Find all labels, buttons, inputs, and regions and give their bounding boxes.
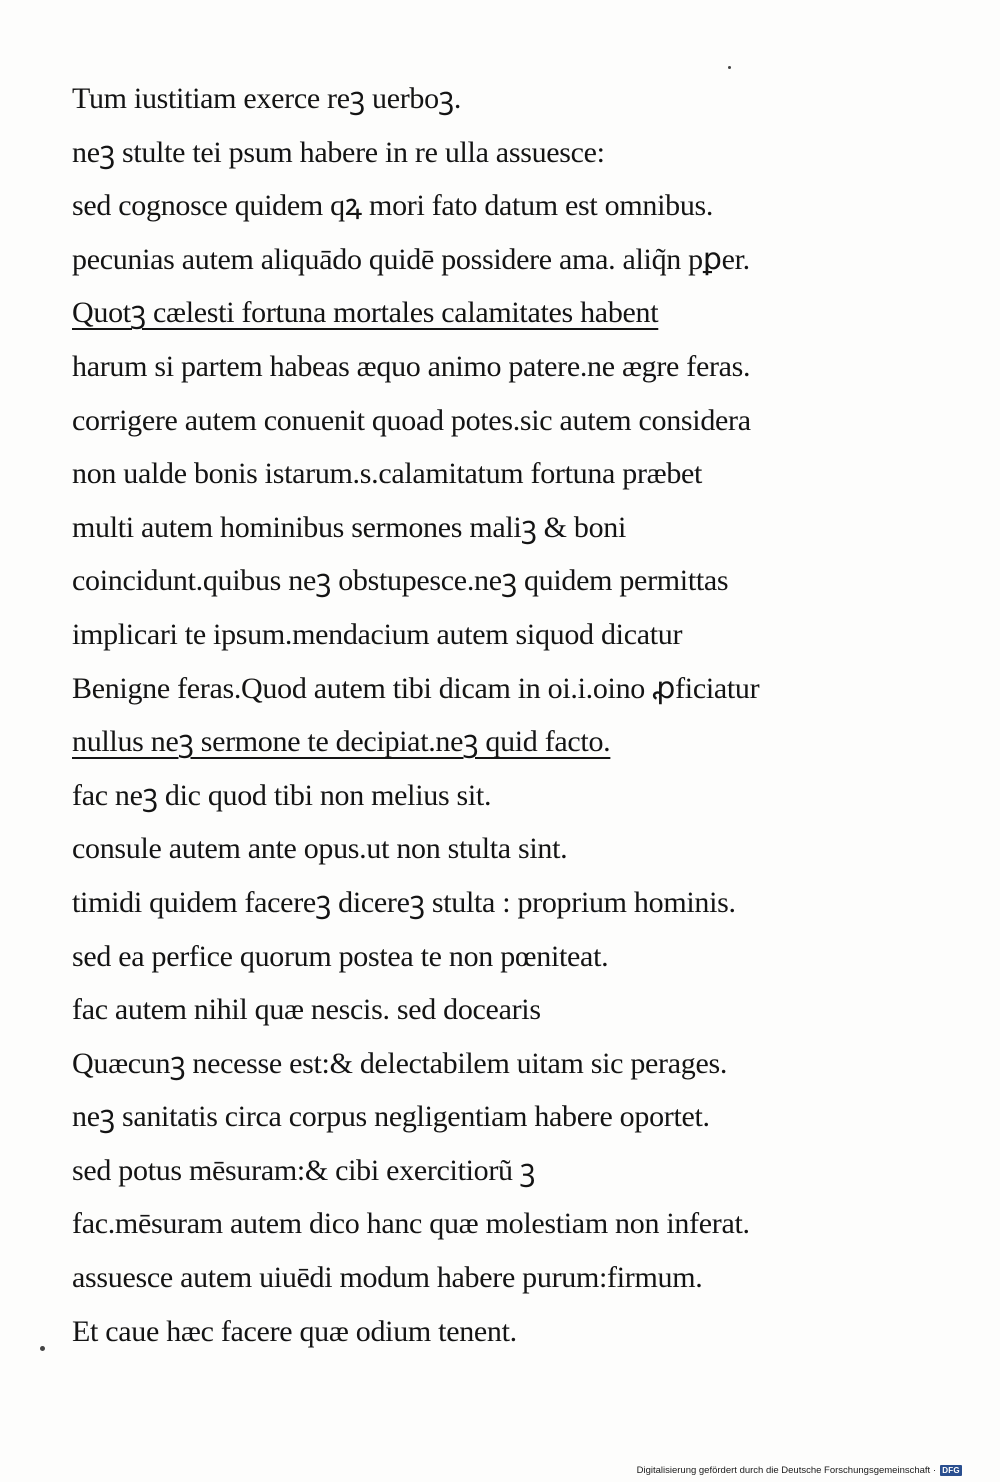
text-line: fac.mēsuram autem dico hanc quæ molestiam non inferat. bbox=[72, 1207, 750, 1241]
text-line: sed cognosce quidem qꝝ mori fato datum est omnibus. bbox=[72, 189, 714, 223]
text-line: corrigere autem conuenit quoad potes.sic autem considera bbox=[72, 403, 751, 437]
text-line: harum si partem habeas æquo animo patere.ne ægre feras. bbox=[72, 349, 751, 383]
text-line: fac autem nihil quæ nescis. sed docearis bbox=[72, 993, 541, 1027]
text-line: pecunias autem aliquādo quidē possidere ama. aliq̃n pꝑer. bbox=[72, 242, 750, 276]
text-line: Quotꝫ cælesti fortuna mortales calamitates habent bbox=[72, 296, 659, 330]
text-line: timidi quidem facereꝫ dicereꝫ stulta : proprium hominis. bbox=[72, 885, 736, 919]
text-line: Quæcunꝫ necesse est:& delectabilem uitam sic perages. bbox=[72, 1046, 728, 1080]
text-line: nullus neꝫ sermone te decipiat.neꝫ quid facto. bbox=[72, 725, 611, 759]
text-line: sed ea perfice quorum postea te non pœniteat. bbox=[72, 939, 609, 973]
text-line: coincidunt.quibus neꝫ obstupesce.neꝫ quidem permittas bbox=[72, 564, 729, 598]
dfg-logo: DFG bbox=[940, 1465, 962, 1476]
text-line: multi autem hominibus sermones maliꝫ & boni bbox=[72, 510, 627, 544]
text-line: fac neꝫ dic quod tibi non melius sit. bbox=[72, 778, 492, 812]
text-line: neꝫ stulte tei psum habere in re ulla assuesce: bbox=[72, 135, 605, 169]
latin-text-block bbox=[72, 72, 952, 1358]
text-line: Benigne feras.Quod autem tibi dicam in oi.i.oino ꝓficiatur bbox=[72, 671, 760, 705]
text-line: neꝫ sanitatis circa corpus negligentiam habere oportet. bbox=[72, 1100, 710, 1134]
ink-speck bbox=[728, 66, 731, 69]
digitization-credit bbox=[637, 1465, 962, 1476]
ink-speck bbox=[40, 1346, 45, 1351]
text-line: non ualde bonis istarum.s.calamitatum fortuna præbet bbox=[72, 457, 703, 491]
text-line: assuesce autem uiuēdi modum habere purum:firmum. bbox=[72, 1261, 703, 1295]
text-line: consule autem ante opus.ut non stulta sint. bbox=[72, 832, 568, 866]
text-line: sed potus mēsuram:& cibi exercitiorũ ꝫ bbox=[72, 1153, 535, 1187]
text-line: Et caue hæc facere quæ odium tenent. bbox=[72, 1314, 517, 1348]
text-line: implicari te ipsum.mendacium autem siquod dicatur bbox=[72, 617, 683, 651]
text-line: Tum iustitiam exerce reꝫ uerboꝫ. bbox=[72, 82, 462, 115]
credit-text: Digitalisierung gefördert durch die Deutsche Forschungsgemeinschaft · bbox=[636, 1465, 936, 1476]
